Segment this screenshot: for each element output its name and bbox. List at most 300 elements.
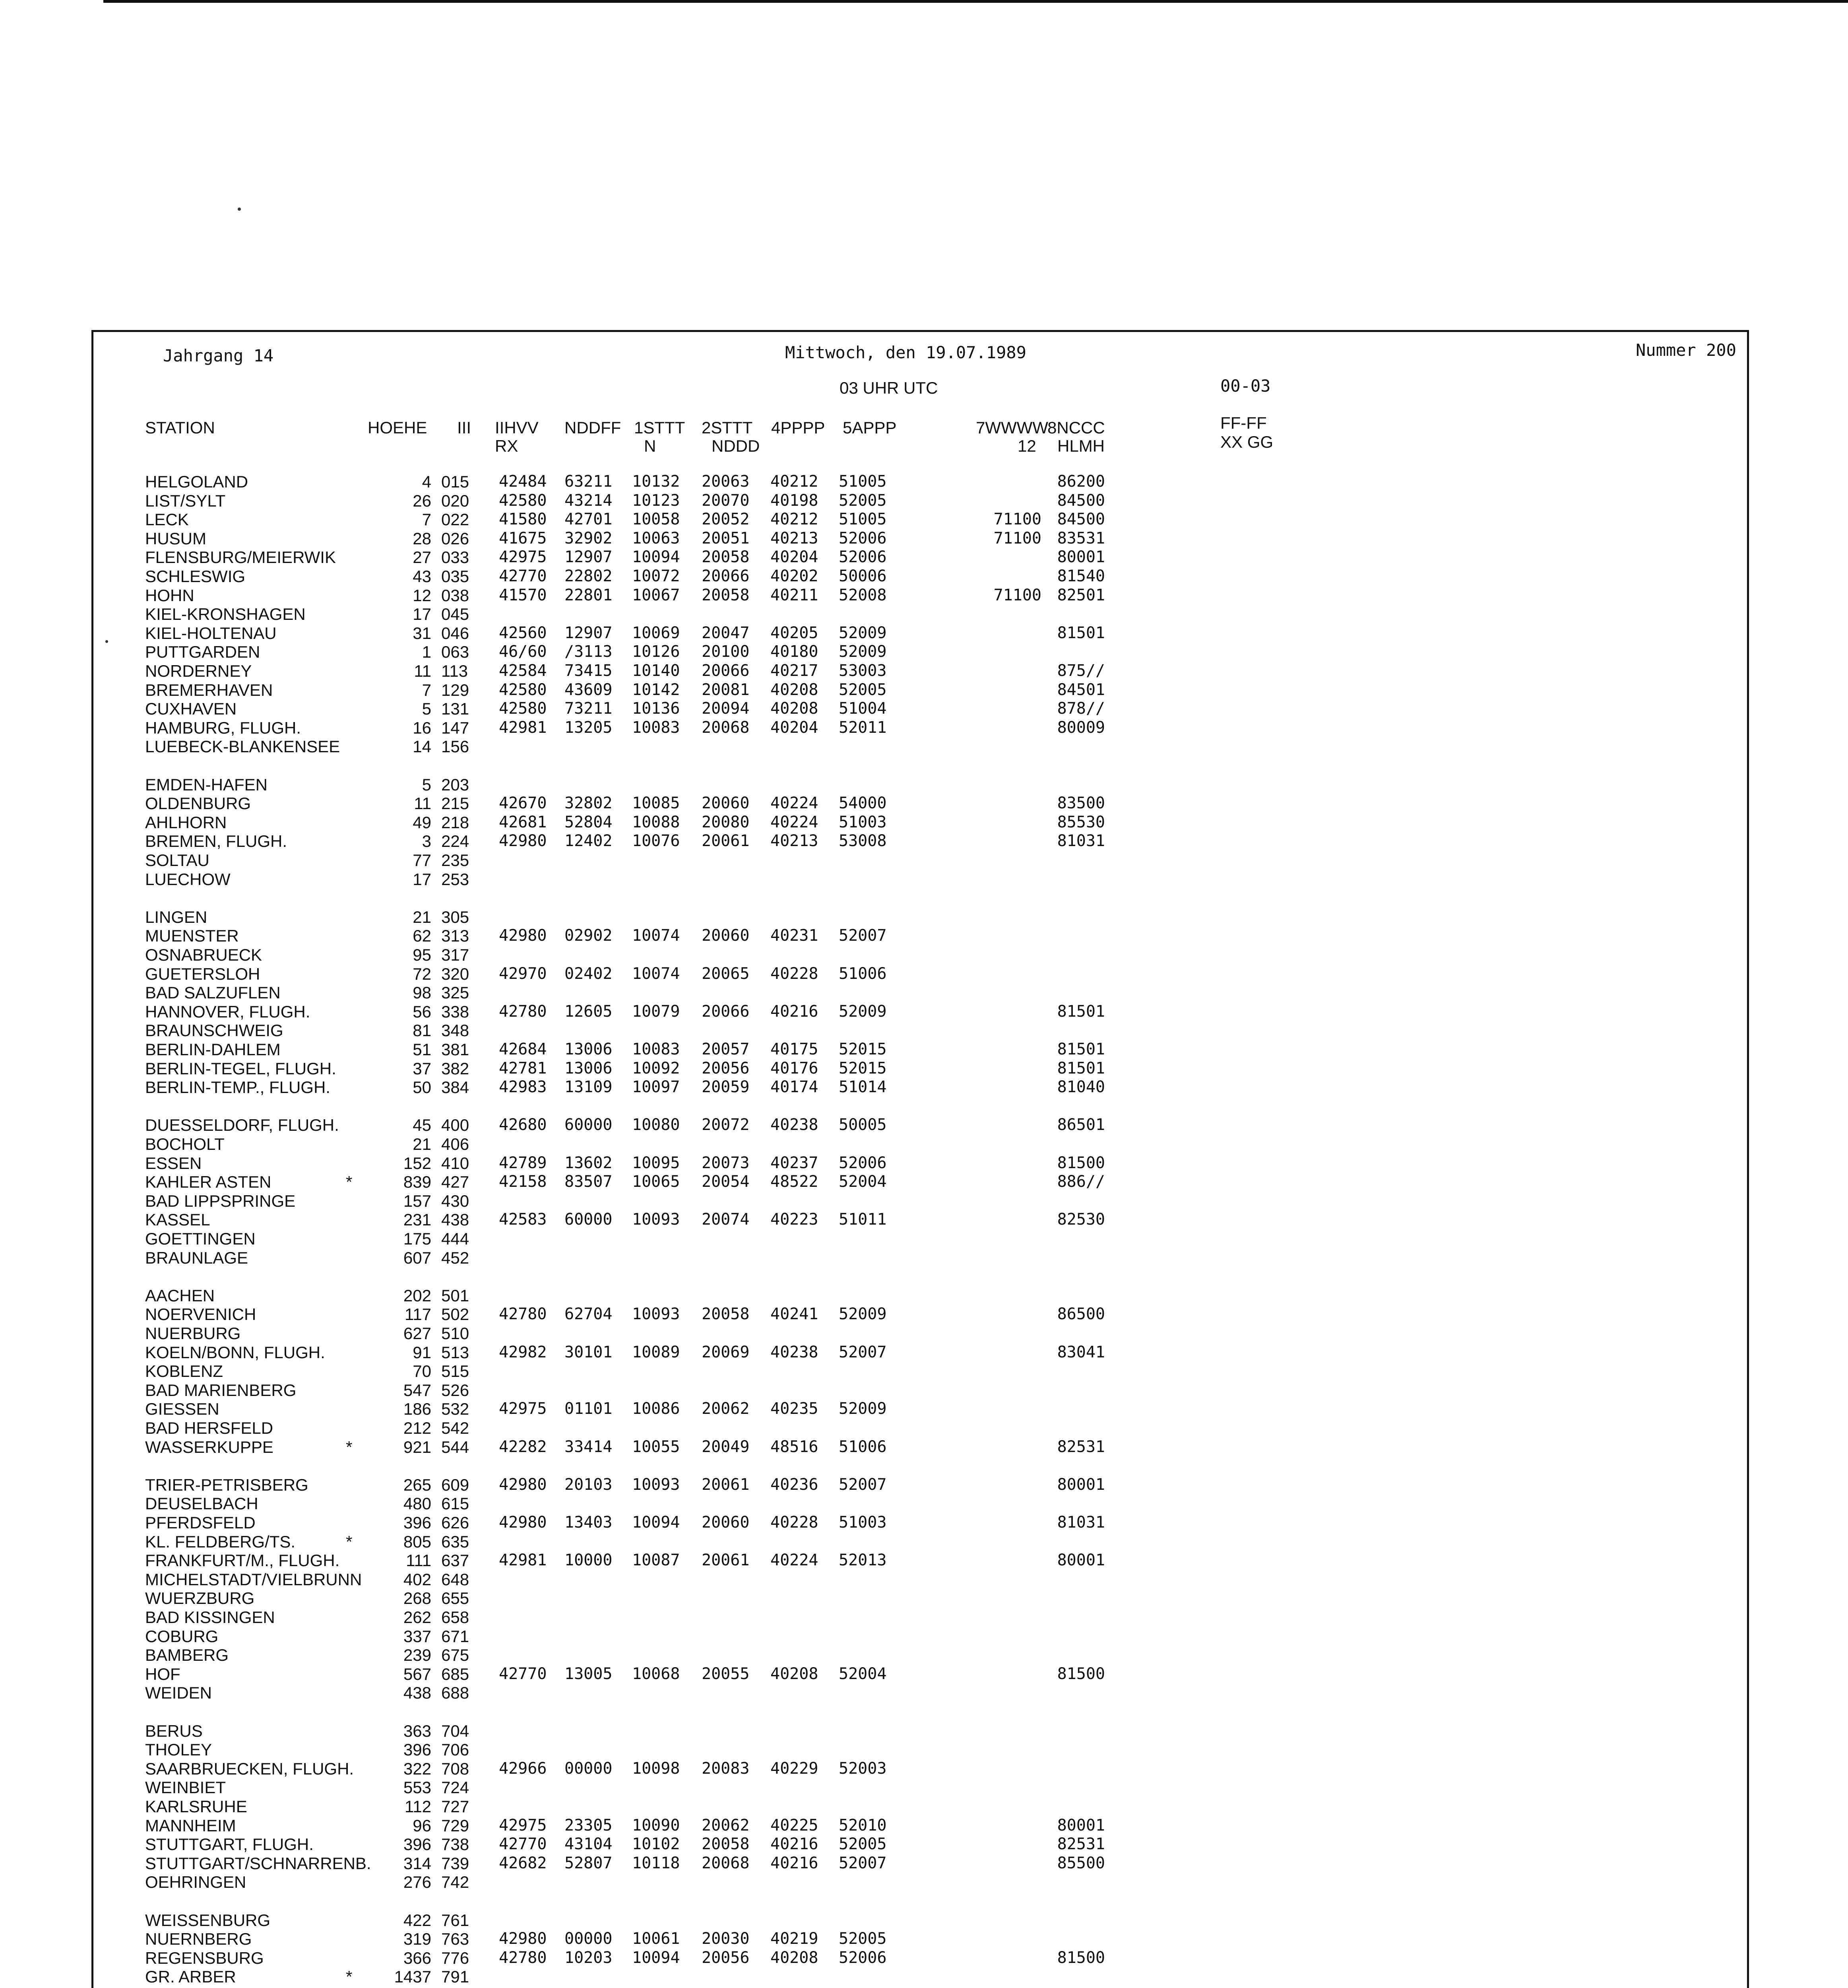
code-group: 52006 [839,1949,887,1967]
station-name: DUESSELDORF, FLUGH. [145,1116,339,1134]
station-height: 438 [403,1683,431,1702]
station-height: 111 [406,1551,431,1570]
table-frame [91,330,1749,1988]
code-group: 10118 [632,1854,680,1872]
time-range: 00-03 [1220,376,1271,396]
station-height: 12 [413,586,431,605]
station-name: BAD LIPPSPRINGE [145,1192,296,1210]
code-group: 53008 [839,832,887,850]
station-id: 648 [441,1570,469,1589]
station-height: 27 [413,548,431,567]
col-hoehe: HOEHE [368,418,427,437]
station-id: 688 [441,1683,469,1702]
code-group: 80001 [1057,548,1105,566]
station-id: 317 [441,945,469,964]
code-group: 40204 [770,548,818,566]
code-group: 81500 [1057,1154,1105,1172]
station-name: REGENSBURG [145,1949,264,1967]
station-height: 627 [403,1324,431,1343]
code-group: 42580 [499,681,547,699]
station-name: OLDENBURG [145,794,251,813]
code-group: 43609 [564,681,613,699]
code-group: 40211 [770,586,818,604]
code-group: 10074 [632,926,680,945]
code-group: 20068 [702,1854,750,1872]
code-group: 48522 [770,1173,818,1191]
station-name: MUENSTER [145,926,239,945]
code-group: 83041 [1057,1343,1105,1361]
code-group: 42781 [499,1059,547,1077]
station-name: BAD HERSFELD [145,1419,273,1437]
station-height: 366 [403,1949,431,1967]
code-group: 40228 [770,965,818,983]
station-height: 50 [413,1078,431,1097]
code-group: 40212 [770,510,818,528]
code-group: 60000 [564,1116,613,1134]
code-group: 42560 [499,624,547,642]
code-group: 40208 [770,681,818,699]
code-group: 81501 [1057,1002,1105,1021]
station-id: 739 [441,1854,469,1873]
station-name: MICHELSTADT/VIELBRUNN [145,1570,362,1589]
station-name: BRAUNLAGE [145,1248,248,1267]
code-group: 878// [1057,699,1105,718]
code-group: 42980 [499,926,547,945]
station-name: BAMBERG [145,1646,229,1664]
code-group: 63211 [564,472,613,491]
code-group: 40235 [770,1400,818,1418]
station-height: 7 [422,681,431,699]
code-group: 82531 [1057,1438,1105,1456]
code-group: 52015 [839,1059,887,1077]
station-id: 510 [441,1324,469,1343]
station-height: 3 [422,832,431,850]
code-group: 80001 [1057,1475,1105,1494]
station-name: HELGOLAND [145,472,248,491]
col-g1-sub: RX [495,437,518,455]
code-group: 83531 [1057,529,1105,547]
code-group: 10087 [632,1551,680,1569]
station-name: GR. ARBER [145,1967,236,1986]
col-g6: 5APPP [843,418,897,437]
station-id: 400 [441,1116,469,1134]
code-group: 40175 [770,1040,818,1058]
station-height: 314 [403,1854,431,1873]
code-group: 10083 [632,1040,680,1058]
code-group: 40176 [770,1059,818,1077]
station-name: WEISSENBURG [145,1911,271,1930]
code-group: 10000 [564,1551,613,1569]
volume-label: Jahrgang 14 [163,346,274,365]
code-group: 10055 [632,1438,680,1456]
code-group: 20063 [702,472,750,491]
code-group: 10093 [632,1210,680,1229]
station-id: 147 [441,718,469,737]
code-group: 40225 [770,1816,818,1835]
station-name: FLENSBURG/MEIERWIK [145,548,336,567]
station-id: 729 [441,1816,469,1835]
col-g5: 4PPPP [771,418,825,437]
station-id: 761 [441,1911,469,1930]
date-label: Mittwoch, den 19.07.1989 [785,343,1026,362]
station-id: 438 [441,1210,469,1229]
code-group: 40208 [770,699,818,718]
station-height: 17 [413,605,431,623]
code-group: 52009 [839,1002,887,1021]
code-group: 20066 [702,567,750,585]
code-group: 10067 [632,586,680,604]
code-group: 10142 [632,681,680,699]
code-group: 41580 [499,510,547,528]
code-group: 42580 [499,491,547,510]
code-group: 42981 [499,1551,547,1569]
station-name: BAD KISSINGEN [145,1608,275,1627]
station-name: CUXHAVEN [145,699,237,718]
code-group: 10063 [632,529,680,547]
station-name: STUTTGART/SCHNARRENB. [145,1854,371,1873]
code-group: 12907 [564,548,613,566]
code-group: 83507 [564,1173,613,1191]
code-group: 42789 [499,1154,547,1172]
station-name: WUERZBURG [145,1589,255,1607]
code-group: 40231 [770,926,818,945]
code-group: 42980 [499,1930,547,1948]
code-group: 20068 [702,718,750,737]
code-group: 71100 [993,510,1041,528]
code-group: 52013 [839,1551,887,1569]
code-group: 02902 [564,926,613,945]
station-name: GIESSEN [145,1400,219,1418]
station-name: PUTTGARDEN [145,643,260,661]
code-group: 10079 [632,1002,680,1021]
code-group: 20057 [702,1040,750,1058]
code-group: 20061 [702,832,750,850]
code-group: 20047 [702,624,750,642]
station-id: 224 [441,832,469,850]
station-name: KIEL-KRONSHAGEN [145,605,306,623]
station-name: SCHLESWIG [145,567,246,586]
code-group: 40238 [770,1343,818,1361]
code-group: 875// [1057,662,1105,680]
station-id: 410 [441,1154,469,1173]
code-group: 52804 [564,813,613,831]
code-group: 13109 [564,1078,613,1096]
code-group: 82531 [1057,1835,1105,1853]
station-id: 129 [441,681,469,699]
station-height: 567 [403,1665,431,1683]
station-name: OEHRINGEN [145,1873,246,1891]
station-name: KIEL-HOLTENAU [145,624,277,643]
code-group: 52009 [839,624,887,642]
code-group: 20056 [702,1949,750,1967]
station-id: 348 [441,1021,469,1040]
station-height: 51 [413,1040,431,1059]
station-name: NOERVENICH [145,1305,256,1324]
code-group: 20051 [702,529,750,547]
station-name: LUEBECK-BLANKENSEE [145,737,340,756]
code-group: 52807 [564,1854,613,1872]
code-group: 20056 [702,1059,750,1077]
station-id: 513 [441,1343,469,1362]
station-height: 5 [422,775,431,794]
station-name: LIST/SYLT [145,491,226,510]
code-group: 81500 [1057,1665,1105,1683]
code-group: 52006 [839,529,887,547]
code-group: 42681 [499,813,547,831]
code-group: 84500 [1057,491,1105,510]
station-name: KASSEL [145,1210,210,1229]
code-group: 52006 [839,1154,887,1172]
code-group: 52004 [839,1173,887,1191]
mountain-station-mark: * [346,1967,353,1986]
code-group: 10072 [632,567,680,585]
station-name: PFERDSFELD [145,1513,256,1532]
station-id: 253 [441,870,469,889]
code-group: 00000 [564,1759,613,1778]
station-id: 113 [441,662,468,680]
code-group: 20058 [702,548,750,566]
station-height: 11 [414,662,431,680]
code-group: 40213 [770,529,818,547]
station-height: 231 [403,1210,431,1229]
station-id: 305 [441,908,469,926]
code-group: 20083 [702,1759,750,1778]
station-height: 62 [413,926,431,945]
station-height: 43 [413,567,431,586]
code-group: 42975 [499,548,547,566]
station-name: SAARBRUECKEN, FLUGH. [145,1759,354,1778]
code-group: 81500 [1057,1949,1105,1967]
station-name: NORDERNEY [145,662,252,680]
code-group: 51005 [839,510,887,528]
code-group: 20052 [702,510,750,528]
station-name: HOF [145,1665,180,1683]
station-height: 262 [403,1608,431,1627]
station-height: 157 [403,1192,431,1210]
station-height: 553 [403,1778,431,1797]
code-group: 20054 [702,1173,750,1191]
station-name: BAD MARIENBERG [145,1381,297,1400]
station-id: 526 [441,1381,469,1400]
code-group: 33414 [564,1438,613,1456]
station-height: 547 [403,1381,431,1400]
station-height: 363 [403,1722,431,1740]
col-g9: FF-FF [1220,414,1267,432]
code-group: 41570 [499,586,547,604]
code-group: 52003 [839,1759,887,1778]
station-name: BOCHOLT [145,1135,225,1153]
station-name: HANNOVER, FLUGH. [145,1002,310,1021]
station-height: 396 [403,1835,431,1854]
code-group: 53003 [839,662,887,680]
station-height: 1437 [394,1967,431,1986]
col-g7-sub: 12 [1018,437,1036,455]
station-id: 609 [441,1475,469,1494]
code-group: 20065 [702,965,750,983]
station-height: 91 [413,1343,431,1362]
code-group: 40208 [770,1665,818,1683]
station-id: 544 [441,1438,469,1456]
code-group: 10092 [632,1059,680,1077]
code-group: 40204 [770,718,818,737]
station-name: HAMBURG, FLUGH. [145,718,301,737]
station-name: STUTTGART, FLUGH. [145,1835,314,1854]
code-group: 51014 [839,1078,887,1096]
code-group: 40238 [770,1116,818,1134]
code-group: 20061 [702,1475,750,1494]
code-group: 40224 [770,813,818,831]
col-g7: 7WWWW [976,418,1048,437]
station-id: 626 [441,1513,469,1532]
code-group: 10097 [632,1078,680,1096]
code-group: 40205 [770,624,818,642]
code-group: 42770 [499,567,547,585]
station-id: 156 [441,737,469,756]
station-id: 033 [441,548,469,567]
code-group: 10090 [632,1816,680,1835]
station-name: WEIDEN [145,1683,212,1702]
code-group: 10068 [632,1665,680,1683]
code-group: 20094 [702,699,750,718]
station-id: 542 [441,1419,469,1437]
code-group: 81031 [1057,832,1105,850]
code-group: 52011 [839,718,887,737]
code-group: 20058 [702,586,750,604]
code-group: 10102 [632,1835,680,1853]
code-group: 83500 [1057,794,1105,812]
code-group: 52007 [839,1343,887,1361]
station-name: KARLSRUHE [145,1797,247,1816]
code-group: 10069 [632,624,680,642]
col-station: STATION [145,418,215,437]
code-group: 51006 [839,1438,887,1456]
station-id: 776 [441,1949,469,1967]
code-group: 42484 [499,472,547,491]
code-group: 85500 [1057,1854,1105,1872]
code-group: 10058 [632,510,680,528]
station-height: 7 [422,510,431,529]
station-id: 452 [441,1248,469,1267]
code-group: 73211 [564,699,613,718]
code-group: 42975 [499,1816,547,1835]
station-name: LECK [145,510,189,529]
code-group: 10088 [632,813,680,831]
station-height: 56 [413,1002,431,1021]
code-group: 30101 [564,1343,613,1361]
code-group: 20049 [702,1438,750,1456]
station-name: LINGEN [145,908,207,926]
code-group: 81501 [1057,624,1105,642]
code-group: 20058 [702,1305,750,1323]
station-height: 839 [403,1173,431,1191]
code-group: 81031 [1057,1513,1105,1532]
station-height: 14 [413,737,431,756]
station-height: 276 [403,1873,431,1891]
station-height: 175 [403,1229,431,1248]
code-group: 10203 [564,1949,613,1967]
station-id: 406 [441,1135,469,1153]
code-group: 13602 [564,1154,613,1172]
station-name: AACHEN [145,1286,215,1305]
code-group: 13006 [564,1040,613,1058]
station-id: 724 [441,1778,469,1797]
station-height: 98 [413,983,431,1002]
col-iii: III [457,418,471,437]
station-id: 026 [441,529,469,548]
station-name: THOLEY [145,1740,212,1759]
station-height: 396 [403,1740,431,1759]
code-group: 42770 [499,1835,547,1853]
code-group: 71100 [993,586,1041,604]
code-group: 42970 [499,965,547,983]
station-id: 430 [441,1192,469,1210]
station-name: GOETTINGEN [145,1229,256,1248]
station-height: 37 [413,1059,431,1078]
station-height: 81 [413,1021,431,1040]
col-g3-sub: N [644,437,656,455]
code-group: 51011 [839,1210,887,1229]
col-g8: 8NCCC [1047,418,1105,437]
station-id: 791 [441,1967,469,1986]
col-g3: 1STTT [634,418,685,437]
code-group: 20074 [702,1210,750,1229]
code-group: 10095 [632,1154,680,1172]
station-height: 265 [403,1475,431,1494]
code-group: 52006 [839,548,887,566]
station-id: 635 [441,1532,469,1551]
code-group: 52007 [839,926,887,945]
col-g2: NDDFF [564,418,621,437]
code-group: 20070 [702,491,750,510]
station-id: 131 [441,699,469,718]
code-group: 10123 [632,491,680,510]
code-group: 886// [1057,1173,1105,1191]
station-id: 704 [441,1722,469,1740]
code-group: 52005 [839,1835,887,1853]
code-group: 80001 [1057,1816,1105,1835]
code-group: 20062 [702,1400,750,1418]
code-group: 40213 [770,832,818,850]
code-group: 51006 [839,965,887,983]
code-group: 43104 [564,1835,613,1853]
code-group: 40180 [770,643,818,661]
code-group: 10126 [632,643,680,661]
code-group: 10098 [632,1759,680,1778]
code-group: 12402 [564,832,613,850]
station-id: 532 [441,1400,469,1418]
code-group: 20062 [702,1816,750,1835]
station-id: 046 [441,624,469,643]
station-height: 112 [405,1797,431,1816]
station-id: 742 [441,1873,469,1891]
station-id: 501 [441,1286,469,1305]
station-name: BAD SALZUFLEN [145,983,281,1002]
station-id: 320 [441,965,469,983]
code-group: 20100 [702,643,750,661]
code-group: 82530 [1057,1210,1105,1229]
station-height: 152 [403,1154,431,1173]
station-height: 16 [413,718,431,737]
code-group: 40241 [770,1305,818,1323]
code-group: 13006 [564,1059,613,1077]
code-group: 40174 [770,1078,818,1096]
station-id: 338 [441,1002,469,1021]
station-name: KAHLER ASTEN [145,1173,271,1191]
station-height: 396 [403,1513,431,1532]
code-group: 10065 [632,1173,680,1191]
code-group: 42583 [499,1210,547,1229]
station-name: COBURG [145,1627,219,1646]
